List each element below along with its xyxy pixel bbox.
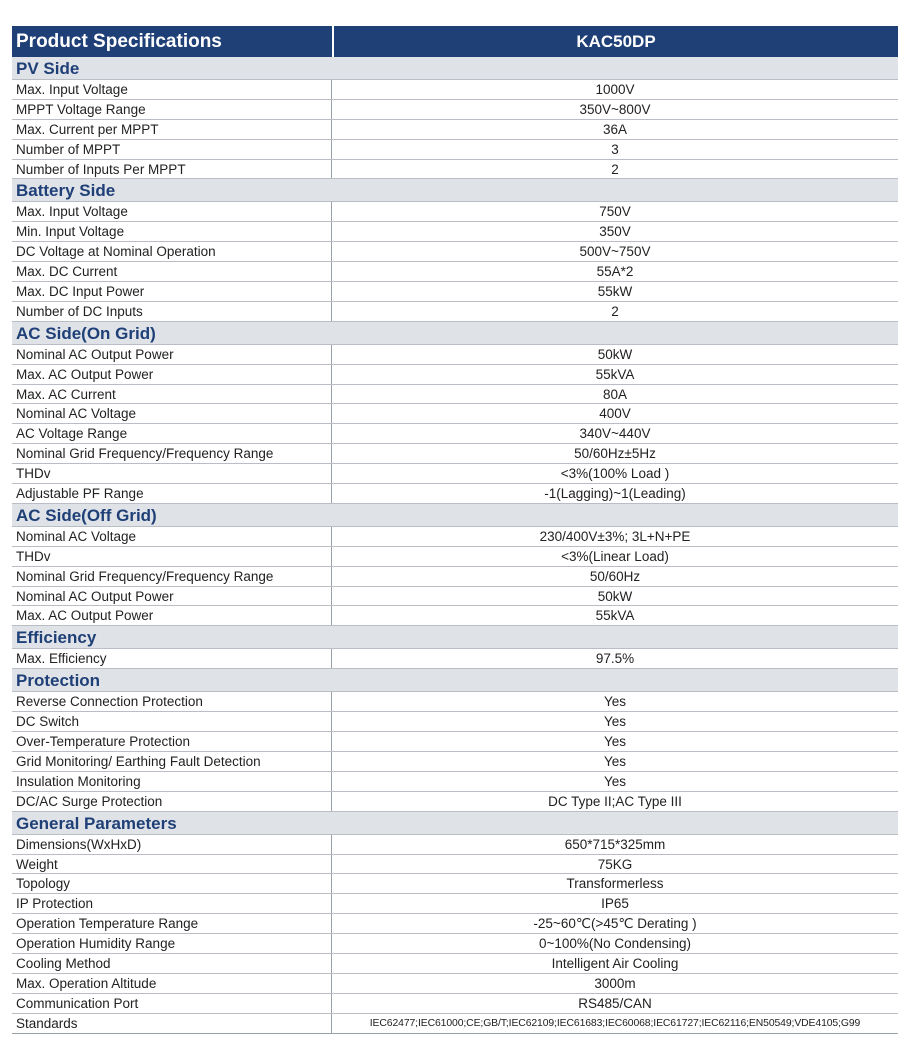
spec-label: Insulation Monitoring [12, 772, 332, 791]
table-row [12, 464, 898, 484]
spec-label: Topology [12, 874, 332, 893]
spec-value: 340V~440V [579, 426, 651, 442]
table-row [12, 262, 898, 282]
spec-label: Operation Humidity Range [12, 934, 332, 953]
section-title: PV Side [12, 57, 898, 80]
spec-label: Nominal AC Voltage [12, 527, 332, 546]
table-row [12, 404, 898, 424]
spec-label: Nominal AC Voltage [12, 404, 332, 423]
spec-label: Max. DC Current [12, 262, 332, 281]
spec-value: 350V~800V [579, 101, 651, 117]
header-title: Product Specifications [16, 31, 222, 52]
table-row [12, 424, 898, 444]
table-row [12, 835, 898, 855]
table-row [12, 712, 898, 732]
spec-label: THDv [12, 547, 332, 566]
table-row [12, 692, 898, 712]
spec-value: Transformerless [566, 876, 664, 892]
table-row [12, 772, 898, 792]
spec-label: Max. DC Input Power [12, 282, 332, 301]
spec-value: Intelligent Air Cooling [551, 955, 679, 971]
spec-value: Yes [603, 773, 627, 789]
table-row [12, 1014, 898, 1034]
spec-label: Standards [12, 1014, 332, 1033]
spec-value: 50/60Hz±5Hz [574, 446, 656, 462]
table-row [12, 994, 898, 1014]
spec-value: 3 [611, 141, 619, 157]
spec-label: DC/AC Surge Protection [12, 792, 332, 811]
spec-value: 1000V [595, 82, 635, 97]
spec-label: Max. Input Voltage [12, 80, 332, 99]
table-row [12, 140, 898, 160]
spec-label: Communication Port [12, 994, 332, 1013]
table-row [12, 120, 898, 140]
spec-value: <3%(Linear Load) [561, 548, 669, 564]
table-row [12, 606, 898, 626]
spec-value: -1(Lagging)~1(Leading) [544, 486, 686, 502]
spec-label: Min. Input Voltage [12, 222, 332, 241]
spec-value: 55kVA [595, 608, 635, 624]
spec-label: Number of MPPT [12, 140, 332, 159]
spec-value: 50kW [597, 346, 633, 362]
spec-label: Max. Operation Altitude [12, 974, 332, 993]
table-row [12, 732, 898, 752]
spec-label: Dimensions(WxHxD) [12, 835, 332, 854]
table-row [12, 345, 898, 365]
table-row [12, 752, 898, 772]
spec-value: 2 [611, 161, 619, 177]
spec-label: THDv [12, 464, 332, 483]
spec-value: 500V~750V [579, 244, 651, 260]
section-title: Battery Side [12, 179, 898, 202]
table-row [12, 242, 898, 262]
section-title: Efficiency [12, 626, 898, 649]
spec-value: Yes [603, 734, 627, 750]
table-row [12, 302, 898, 322]
spec-value: 55kW [597, 284, 633, 300]
spec-value: 80A [602, 386, 628, 402]
spec-value: 97.5% [595, 651, 635, 667]
spec-value: 50/60Hz [589, 568, 641, 584]
spec-label: Max. AC Output Power [12, 365, 332, 384]
table-row [12, 160, 898, 180]
spec-value: Yes [603, 714, 627, 730]
spec-label: Max. AC Output Power [12, 606, 332, 625]
spec-label: Nominal Grid Frequency/Frequency Range [12, 567, 332, 586]
table-row [12, 855, 898, 875]
spec-value: IP65 [601, 896, 629, 912]
spec-label: Cooling Method [12, 954, 332, 973]
table-row [12, 874, 898, 894]
table-row [12, 894, 898, 914]
spec-label: Nominal Grid Frequency/Frequency Range [12, 444, 332, 463]
table-row [12, 484, 898, 504]
spec-value: 650*715*325mm [564, 836, 666, 852]
spec-label: Number of DC Inputs [12, 302, 332, 321]
spec-label: Grid Monitoring/ Earthing Fault Detection [12, 752, 332, 771]
spec-label: AC Voltage Range [12, 424, 332, 443]
spec-label: Max. Current per MPPT [12, 120, 332, 139]
table-header [12, 26, 898, 57]
spec-label: Reverse Connection Protection [12, 692, 332, 711]
spec-label: Operation Temperature Range [12, 914, 332, 933]
spec-value: 400V [599, 406, 631, 422]
spec-table [12, 26, 898, 1034]
table-row [12, 202, 898, 222]
spec-value: 55kVA [595, 366, 635, 382]
spec-label: Nominal AC Output Power [12, 587, 332, 606]
spec-value: 2 [611, 303, 619, 319]
header-model: KAC50DP [332, 26, 898, 57]
table-row [12, 914, 898, 934]
spec-value: 75KG [597, 856, 633, 872]
spec-label: Number of Inputs Per MPPT [12, 160, 332, 179]
table-body [12, 57, 898, 1034]
table-row [12, 649, 898, 669]
table-row [12, 100, 898, 120]
spec-label: DC Switch [12, 712, 332, 731]
spec-value: 55A*2 [596, 264, 634, 280]
spec-value: 3000m [594, 975, 636, 991]
spec-value: 230/400V±3%; 3L+N+PE [539, 528, 691, 544]
spec-label: Max. AC Current [12, 385, 332, 404]
spec-value: 750V [599, 204, 631, 220]
table-row [12, 444, 898, 464]
table-row [12, 792, 898, 812]
table-row [12, 385, 898, 405]
spec-label: DC Voltage at Nominal Operation [12, 242, 332, 261]
table-row [12, 587, 898, 607]
spec-label: Weight [12, 855, 332, 874]
spec-value: RS485/CAN [578, 995, 652, 1011]
spec-value: 0~100%(No Condensing) [539, 936, 691, 952]
table-row [12, 527, 898, 547]
table-row [12, 547, 898, 567]
spec-label: Adjustable PF Range [12, 484, 332, 503]
spec-value: 50kW [597, 588, 633, 604]
table-row [12, 222, 898, 242]
section-title: AC Side(Off Grid) [12, 504, 898, 527]
spec-value: Yes [603, 753, 627, 769]
section-title: General Parameters [12, 812, 898, 835]
spec-label: IP Protection [12, 894, 332, 913]
spec-value: DC Type II;AC Type III [548, 793, 682, 809]
table-row [12, 80, 898, 100]
spec-value: <3%(100% Load ) [560, 466, 670, 482]
table-row [12, 567, 898, 587]
table-row [12, 974, 898, 994]
spec-value: Yes [603, 694, 627, 710]
section-title: AC Side(On Grid) [12, 322, 898, 345]
spec-label: Over-Temperature Protection [12, 732, 332, 751]
table-row [12, 954, 898, 974]
table-row [12, 934, 898, 954]
table-row [12, 365, 898, 385]
spec-label: Max. Efficiency [12, 649, 332, 668]
spec-label: Max. Input Voltage [12, 202, 332, 221]
spec-label: MPPT Voltage Range [12, 100, 332, 119]
table-row [12, 282, 898, 302]
section-title: Protection [12, 669, 898, 692]
spec-label: Nominal AC Output Power [12, 345, 332, 364]
spec-value: -25~60℃(>45℃ Derating ) [533, 916, 697, 932]
spec-value: IEC62477;IEC61000;CE;GB/T;IEC62109;IEC61683;IEC60068;IEC61727;IEC62116;EN50549;VDE4105;G99 [369, 1017, 861, 1029]
spec-value: 350V [599, 224, 631, 240]
spec-value: 36A [602, 121, 628, 137]
